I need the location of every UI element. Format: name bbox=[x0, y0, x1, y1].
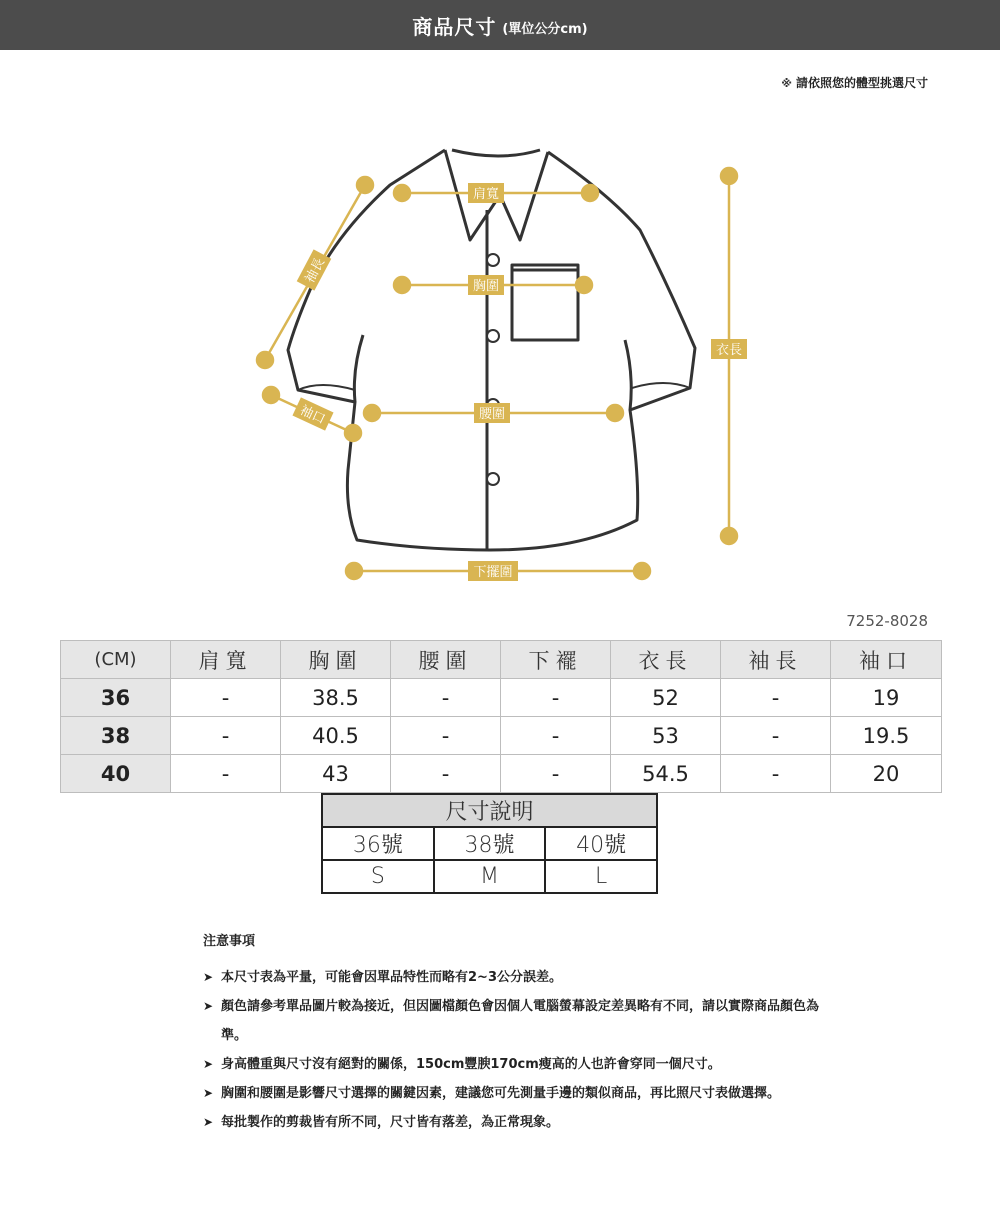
table-cell: - bbox=[721, 679, 831, 717]
size-letter-cell: S bbox=[322, 860, 434, 893]
table-cell: - bbox=[391, 717, 501, 755]
button-icon bbox=[487, 330, 499, 342]
table-cell: - bbox=[171, 717, 281, 755]
note-text: 每批製作的剪裁皆有所不同，尺寸皆有落差，為正常現象。 bbox=[221, 1115, 560, 1130]
size-conversion-table bbox=[321, 793, 658, 894]
notes-title: 注意事項 bbox=[203, 934, 256, 949]
note-item bbox=[203, 1108, 823, 1137]
notes-list bbox=[203, 963, 823, 1137]
table-header: 袖長 bbox=[721, 641, 831, 679]
header-bar bbox=[0, 0, 1000, 50]
shirt-measurement-diagram bbox=[0, 110, 1000, 610]
table-header: 衣長 bbox=[611, 641, 721, 679]
size-letter-cell: L bbox=[545, 860, 657, 893]
unit-label: (單位公分cm) bbox=[502, 21, 588, 37]
note-text: 本尺寸表為平量，可能會因單品特性而略有2~3公分誤差。 bbox=[221, 970, 562, 985]
size-number-cell: 40號 bbox=[545, 827, 657, 860]
table-row bbox=[61, 755, 942, 793]
arrow-icon: ➤ bbox=[203, 1115, 214, 1129]
arrow-icon: ➤ bbox=[203, 970, 214, 984]
fit-note bbox=[781, 74, 928, 91]
table-cell: 38 bbox=[61, 717, 171, 755]
table-cell: 43 bbox=[281, 755, 391, 793]
table-header: 袖口 bbox=[831, 641, 942, 679]
label-chest: 胸圍 bbox=[472, 279, 500, 294]
table-cell: - bbox=[721, 717, 831, 755]
table-cell: 36 bbox=[61, 679, 171, 717]
size-table bbox=[60, 640, 942, 793]
size-conversion-title: 尺寸說明 bbox=[322, 794, 657, 827]
reference-mark: ※ bbox=[781, 77, 792, 90]
page-title: 商品尺寸 bbox=[412, 14, 497, 39]
product-code: 7252-8028 bbox=[846, 612, 928, 630]
note-text: 胸圍和腰圍是影響尺寸選擇的關鍵因素，建議您可先測量手邊的類似商品，再比照尺寸表做選擇。 bbox=[221, 1086, 781, 1101]
note-text: 身高體重與尺寸沒有絕對的關係，150cm豐腴170cm瘦高的人也許會穿同一個尺寸。 bbox=[221, 1057, 721, 1072]
table-cell: - bbox=[501, 755, 611, 793]
table-cell: - bbox=[171, 679, 281, 717]
table-row bbox=[61, 679, 942, 717]
size-number-cell: 36號 bbox=[322, 827, 434, 860]
table-header: (CM) bbox=[61, 641, 171, 679]
size-conversion-row bbox=[322, 860, 657, 893]
size-conversion-row bbox=[322, 827, 657, 860]
table-cell: 40.5 bbox=[281, 717, 391, 755]
table-cell: 52 bbox=[611, 679, 721, 717]
table-header: 肩寬 bbox=[171, 641, 281, 679]
table-cell: 54.5 bbox=[611, 755, 721, 793]
table-cell: 40 bbox=[61, 755, 171, 793]
table-cell: - bbox=[501, 717, 611, 755]
table-cell: - bbox=[171, 755, 281, 793]
table-row bbox=[61, 717, 942, 755]
note-item bbox=[203, 992, 823, 1050]
table-cell: 53 bbox=[611, 717, 721, 755]
table-cell: - bbox=[501, 679, 611, 717]
size-letter-cell: M bbox=[434, 860, 546, 893]
label-hem: 下擺圍 bbox=[473, 565, 513, 580]
notes-section bbox=[203, 930, 823, 1137]
arrow-icon: ➤ bbox=[203, 1086, 214, 1100]
note-item bbox=[203, 1050, 823, 1079]
table-cell: - bbox=[721, 755, 831, 793]
table-cell: - bbox=[391, 755, 501, 793]
button-icon bbox=[487, 473, 499, 485]
measure-labels bbox=[292, 183, 747, 581]
table-header: 胸圍 bbox=[281, 641, 391, 679]
table-header: 下襬 bbox=[501, 641, 611, 679]
size-conversion-title-row bbox=[322, 794, 657, 827]
table-cell: 19 bbox=[831, 679, 942, 717]
note-text: 顏色請參考單品圖片較為接近，但因圖檔顏色會因個人電腦螢幕設定差異略有不同，請以實際商品顏色為準。 bbox=[221, 999, 820, 1043]
table-header: 腰圍 bbox=[391, 641, 501, 679]
table-header-row bbox=[61, 641, 942, 679]
label-shoulder: 肩寬 bbox=[472, 187, 500, 202]
table-cell: - bbox=[391, 679, 501, 717]
fit-note-text: 請依照您的體型挑選尺寸 bbox=[795, 76, 928, 90]
note-item bbox=[203, 963, 823, 992]
label-waist: 腰圍 bbox=[478, 407, 506, 422]
arrow-icon: ➤ bbox=[203, 1057, 214, 1071]
table-cell: 19.5 bbox=[831, 717, 942, 755]
table-cell: 38.5 bbox=[281, 679, 391, 717]
label-length: 衣長 bbox=[715, 343, 743, 358]
note-item bbox=[203, 1079, 823, 1108]
label-sleeve-length: 袖長 bbox=[302, 255, 329, 286]
size-number-cell: 38號 bbox=[434, 827, 546, 860]
label-cuff: 袖口 bbox=[297, 403, 328, 428]
arrow-icon: ➤ bbox=[203, 999, 214, 1013]
button-icon bbox=[487, 254, 499, 266]
table-cell: 20 bbox=[831, 755, 942, 793]
shirt-outline bbox=[288, 150, 695, 550]
